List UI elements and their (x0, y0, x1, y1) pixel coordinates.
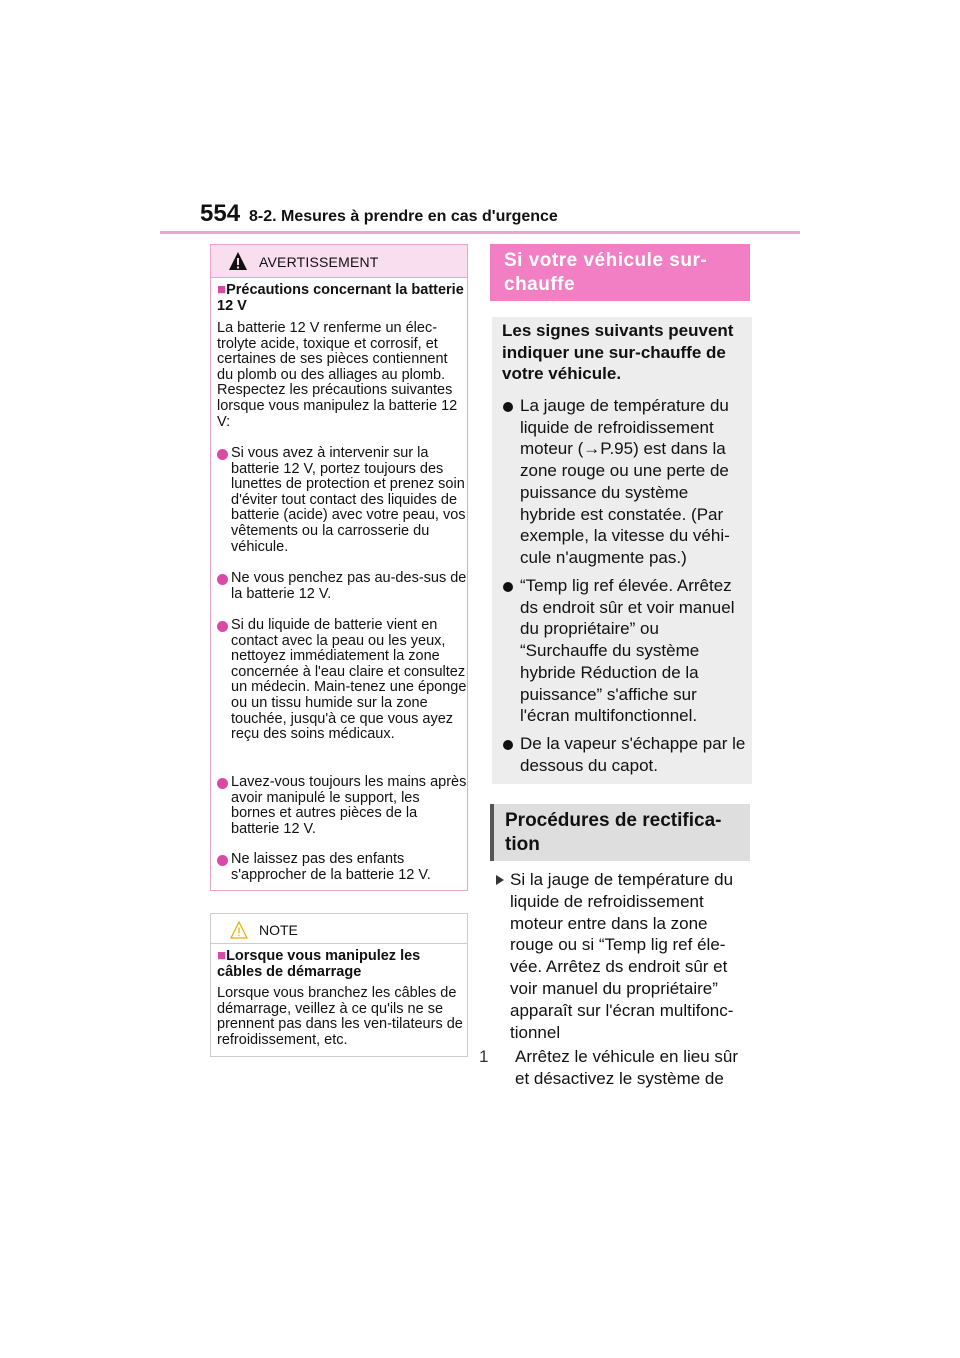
section-title: 8-2. Mesures à prendre en cas d'urgence (249, 208, 558, 225)
note-header (211, 914, 467, 944)
bullet-dot-icon (217, 449, 228, 460)
overheat-intro: Les signes suivants peuvent indiquer une sur-chauffe de votre véhicule. (502, 321, 734, 383)
header-divider (160, 231, 800, 234)
bullet-dot-icon (217, 621, 228, 632)
bullet-dot-icon (503, 740, 513, 750)
warning-triangle-icon (228, 251, 248, 271)
note-heading: ■Lorsque vous manipulez les câbles de démarrage (217, 947, 421, 980)
overheat-signs-box: Les signes suivants peuvent indiquer une sur-chauffe de votre véhicule. La jauge de température du liquide de refroidissement moteur (→P.95) est dans la zone rouge ou une perte de puissance du système hybride est constatée. (Par exemple, la vitesse du véhi-cule n'augmente pas.) “Temp lig ref élevée. Arrêtez ds endroit sûr et voir manuel du propriétaire” ou “Surchauffe du système hybride Réduction de la puissance” s'affiche sur l'écran multifonctionnel. De la vapeur s'échappe par le dessous du capot. (492, 317, 752, 784)
triangle-arrow-icon (496, 875, 504, 885)
warning-header (211, 245, 467, 278)
note-box (210, 913, 468, 1057)
square-bullet-icon: ■ (217, 947, 227, 964)
warning-label: AVERTISSEMENT (259, 254, 379, 270)
overheat-title-bar (490, 244, 750, 301)
warning-heading: ■Précautions concernant la batterie 12 V (217, 281, 464, 314)
warning-box: AVERTISSEMENT ■Précautions concernant la batterie 12 V La batterie 12 V renferme un élec-trolyte acide, toxique et corrosif, et certaines de ses pièces contiennent du plomb ou des alliages au plomb. Respectez les précautions suivantes lorsque vous manipulez la batterie 12 V: Si vous avez à intervenir sur la batterie 12 V, portez toujours des lunettes de protection et prenez soin d'éviter tout contact des liquides de batterie (acide) avec votre peau, vos vêtements ou la carrosserie du véhicule. Ne vous penchez pas au-des-sus de la batterie 12 V. Si du liquide de batterie vient en contact avec la peau ou les yeux, nettoyez immédiatement la zone concernée à l'eau claire et consultez un médecin. Main-tenez une éponge ou un tissu humide sur la zone touchée, jusqu'à ce que vous ayez reçu des soins médicaux. Lavez-vous toujours les mains après avoir manipulé le support, les bornes et autres pièces de la batterie 12 V. Ne laissez pas des enfants s'approcher de la batterie 12 V. (210, 244, 468, 891)
step-text: Arrêtez le véhicule en lieu sûr et désactivez le système de (515, 1047, 739, 1088)
bullet-dot-icon (217, 855, 228, 866)
page-number: 554 (200, 200, 241, 227)
bullet-dot-icon (503, 582, 513, 592)
bullet-dot-icon (503, 402, 513, 412)
step-number: 1 (479, 1047, 489, 1066)
bullet-dot-icon (217, 778, 228, 789)
note-text: Lorsque vous branchez les câbles de démarrage, veillez à ce qu'ils ne se prennent pas dans les ven-tilateurs de refroidissement, etc. (217, 985, 463, 1048)
square-bullet-icon: ■ (217, 281, 227, 298)
overheat-title: Si votre véhicule sur-chauffe (504, 250, 708, 295)
note-label: NOTE (259, 922, 298, 938)
bullet-dot-icon (217, 574, 228, 585)
warning-intro: La batterie 12 V renferme un élec-trolyte acide, toxique et corrosif, et certaines de ses pièces contiennent du plomb ou des alliages au plomb. Respectez les précautions suivantes lorsque vous manipulez la batterie 12 V: (217, 320, 458, 430)
procedures-title: Procédures de rectifica-tion (505, 810, 722, 855)
caution-triangle-icon (230, 921, 248, 939)
procedures-title-bar (490, 804, 750, 861)
